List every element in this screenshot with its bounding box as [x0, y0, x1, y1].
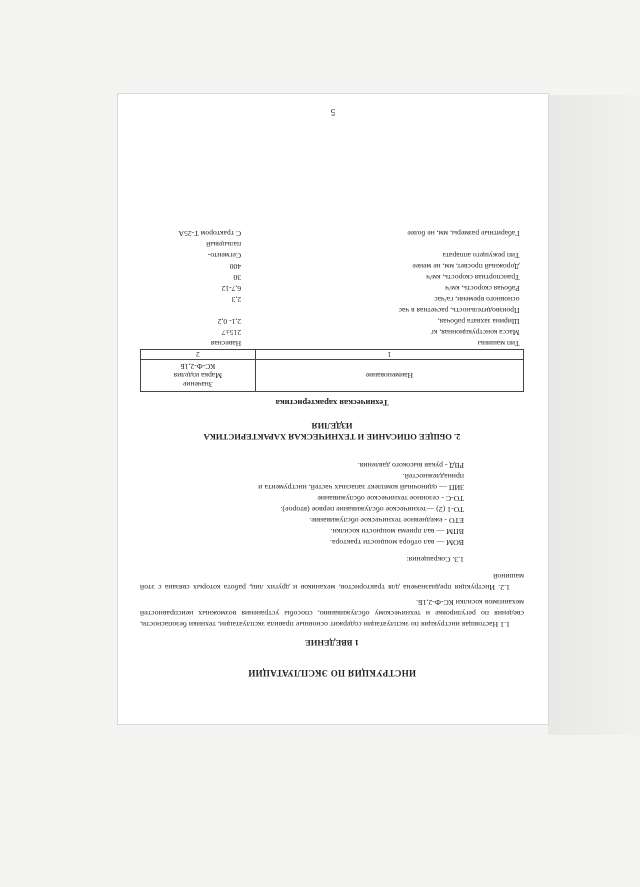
- abbrev-item: ЗИП — одиночный комплект запасных частей, инструмента и: [258, 483, 464, 492]
- row-name: Габаритные размеры, мм, не более: [407, 229, 520, 238]
- paragraph-1-2: [140, 571, 524, 593]
- tech-spec-title: Техническая характеристика: [275, 398, 389, 408]
- tech-spec-table: [140, 228, 524, 392]
- row-name: Дорожный просвет, мм, не менее: [412, 262, 520, 271]
- row-value: [141, 305, 256, 316]
- page-number: 5: [330, 107, 336, 117]
- row-value: Сегменто-: [207, 251, 242, 260]
- abbrev-item: принадлежностей.: [402, 472, 464, 481]
- abbrev-item: ЕТО - ежедневное техническое обслуживание.: [309, 516, 464, 525]
- col-value-header-l2: Марка изделия: [173, 371, 222, 380]
- abbrev-item: ТО-1 (2) —техническое обслуживание первое (второе).: [280, 505, 464, 514]
- table-row: [141, 316, 524, 327]
- row-value: Навесная: [210, 339, 242, 348]
- col-value-header: [141, 360, 256, 392]
- row-value: 30: [233, 273, 242, 282]
- table-row: [141, 327, 524, 338]
- row-name: Тип машины: [477, 339, 520, 348]
- row-name: Рабочая скорость, км/ч: [445, 284, 520, 293]
- abbreviation-list: [140, 460, 524, 548]
- table-number-row: [141, 350, 524, 360]
- row-name: Ширина захвата рабочая,: [437, 317, 520, 326]
- table-row: [141, 338, 524, 350]
- row-value: пальцевый: [206, 240, 242, 249]
- row-value: 2,3: [231, 295, 242, 304]
- col-value-header-l3: КС-Ф-2,1Б: [180, 362, 216, 371]
- paragraph-1-3-text: 1.3. Сокращения:: [406, 555, 464, 564]
- row-name: Транспортная скорость, км/ч: [426, 273, 520, 282]
- row-value: 400: [229, 262, 242, 271]
- document-title: ИНСТРУКЦИЯ ПО ЭКСПЛУАТАЦИИ: [248, 668, 416, 678]
- upside-down-content: [118, 94, 548, 724]
- col-number-1: 1: [255, 350, 523, 360]
- table-row: [141, 261, 524, 272]
- abbrev-item: ВОМ — вал отбора мощности трактора.: [330, 538, 464, 547]
- section-2-heading-line2: ИЗДЕЛИЯ: [311, 421, 353, 431]
- document-page: [118, 94, 548, 724]
- col-number-2: 2: [141, 350, 256, 360]
- abbrev-item: РВД - рукав высокого давления.: [357, 461, 464, 470]
- table-row: [141, 228, 524, 239]
- row-name: [255, 239, 523, 250]
- table-row: [141, 272, 524, 283]
- col-value-header-l1: Значение: [182, 380, 213, 389]
- section-2-heading: [140, 420, 524, 442]
- page-content: [140, 228, 524, 678]
- paragraph-1-3: [140, 554, 524, 565]
- table-header-row: [141, 360, 524, 392]
- row-value: 6,7-12: [221, 284, 242, 293]
- row-name: Производительность, расчетная в час: [398, 306, 520, 315]
- row-value: 215±7: [221, 328, 242, 337]
- section-1-heading: 1 ВВЕДЕНИЕ: [305, 638, 359, 648]
- row-value: С трактором Т-25А: [178, 229, 242, 238]
- abbrev-item: ВПМ — вал приема мощности косилки.: [330, 527, 464, 536]
- table-row: [141, 294, 524, 305]
- row-name: Масса конструкционная, кг: [430, 328, 520, 337]
- row-name: основного времени, га/час: [434, 295, 520, 304]
- scanner-edge-shadow: [548, 95, 640, 735]
- row-name: Тип режущего аппарата: [442, 251, 520, 260]
- paragraph-1-2-text: 1.2. Инструкция предназначена для трактористов, механиков и других лиц, работа которых связана с этой машиной: [140, 572, 524, 592]
- row-value: 2,1- 0,2: [217, 317, 242, 326]
- table-row: [141, 305, 524, 316]
- table-body: [141, 228, 524, 350]
- section-2-heading-line1: 2. ОБЩЕЕ ОПИСАНИЕ И ТЕХНИЧЕСКАЯ ХАРАКТЕРИСТИКА: [203, 432, 461, 442]
- table-row: [141, 250, 524, 261]
- col-name-header: Наименование: [255, 360, 523, 392]
- abbrev-item: ТО-С - сезонное техническое обслуживание: [317, 494, 464, 503]
- table-row: [141, 283, 524, 294]
- table-row: [141, 239, 524, 250]
- paragraph-1-1: [140, 597, 524, 630]
- paragraph-1-1-text: 1.1 Настоящая инструкция по эксплуатации содержит основные правила эксплуатации, техники безопасности, сведения по регулировке и техническому обслуживанию, способы устранения возможных неисправностей механизмов косилки КС-Ф-2,1Б.: [140, 598, 524, 629]
